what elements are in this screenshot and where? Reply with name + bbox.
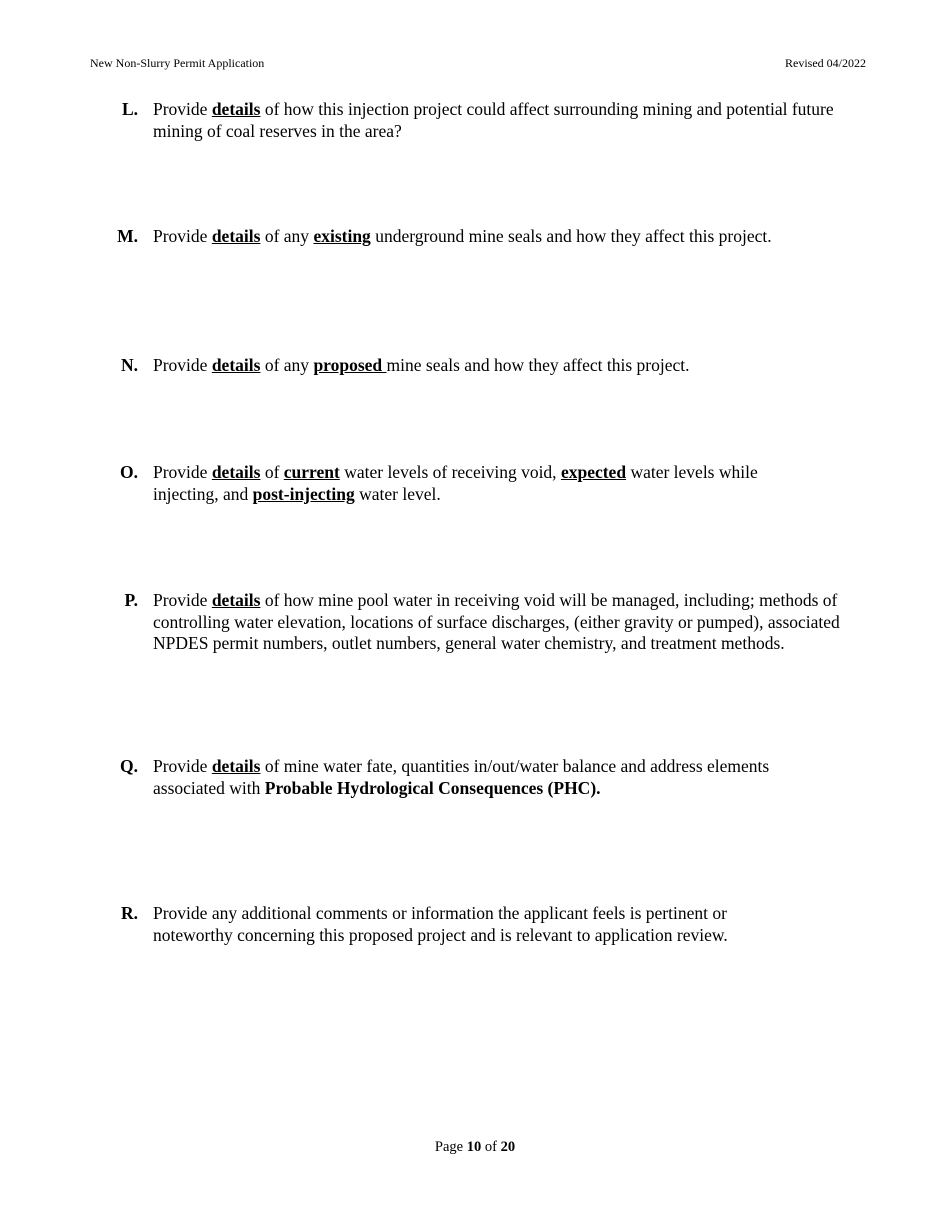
text-run: of mine water fate, quantities in/out/water balance and address elements associated with	[153, 756, 770, 798]
emphasis-underlined: details	[211, 226, 261, 246]
item-text	[153, 226, 873, 248]
text-run: of how mine pool water in receiving void will be managed, including; methods of controlling water elevation, locations of surface discharges, (either gravity or pumped), associated NPDES permit numbers, outlet numbers, general water chemistry, and treatment methods.	[153, 590, 840, 653]
item-letter: P.	[124, 590, 138, 610]
text-run: water levels of receiving void,	[339, 462, 561, 482]
emphasis-underlined: details	[211, 99, 261, 119]
emphasis-bold: Probable Hydrological Consequences (PHC).	[264, 777, 601, 798]
text-run: water level.	[354, 483, 441, 504]
text-run: Provide	[153, 462, 212, 482]
emphasis-underlined: proposed	[313, 355, 387, 375]
item-letter: O.	[120, 462, 138, 482]
text-run: Provide	[153, 590, 212, 610]
emphasis-underlined: post-injecting	[252, 483, 355, 504]
item-letter: L.	[121, 99, 138, 119]
text-run: water levels while injecting, and	[153, 462, 758, 504]
item-text	[153, 903, 778, 946]
text-run: Provide	[153, 756, 212, 776]
item-text	[153, 355, 853, 377]
page-number	[0, 1138, 950, 1156]
emphasis-underlined: details	[211, 590, 261, 610]
text-run: of any	[260, 355, 314, 375]
emphasis-underlined: details	[211, 756, 261, 776]
text-run: underground mine seals and how they affect this project.	[370, 226, 772, 246]
text-run: mine seals and how they affect this project.	[386, 355, 690, 375]
page-of-label: of	[481, 1139, 501, 1155]
emphasis-underlined: details	[211, 462, 261, 482]
item-text	[153, 462, 813, 505]
page-total: 20	[500, 1139, 516, 1155]
item-text	[153, 590, 843, 655]
item-letter: M.	[117, 226, 138, 246]
item-letter: R.	[120, 903, 138, 923]
text-run: Provide	[153, 355, 212, 375]
text-run: Provide any additional comments or information the applicant feels is pertinent or noteworthy concerning this proposed project and is relevant to application review.	[153, 903, 728, 945]
text-run: of any	[260, 226, 314, 246]
page-current: 10	[466, 1139, 482, 1155]
header-form-title: New Non-Slurry Permit Application	[90, 56, 265, 70]
item-text	[153, 756, 818, 799]
emphasis-underlined: current	[283, 462, 340, 482]
text-run: of	[260, 462, 284, 482]
text-run: Provide	[153, 99, 212, 119]
emphasis-underlined: existing	[313, 226, 371, 246]
text-run: Provide	[153, 226, 212, 246]
emphasis-underlined: details	[211, 355, 261, 375]
text-run: of how this injection project could affect surrounding mining and potential future mining of coal reserves in the area?	[153, 99, 834, 141]
header-revision-date: Revised 04/2022	[785, 56, 866, 70]
item-letter: N.	[120, 355, 138, 375]
item-text	[153, 99, 853, 142]
emphasis-underlined: expected	[560, 462, 627, 482]
page-label: Page	[434, 1139, 467, 1155]
item-letter: Q.	[120, 756, 138, 776]
